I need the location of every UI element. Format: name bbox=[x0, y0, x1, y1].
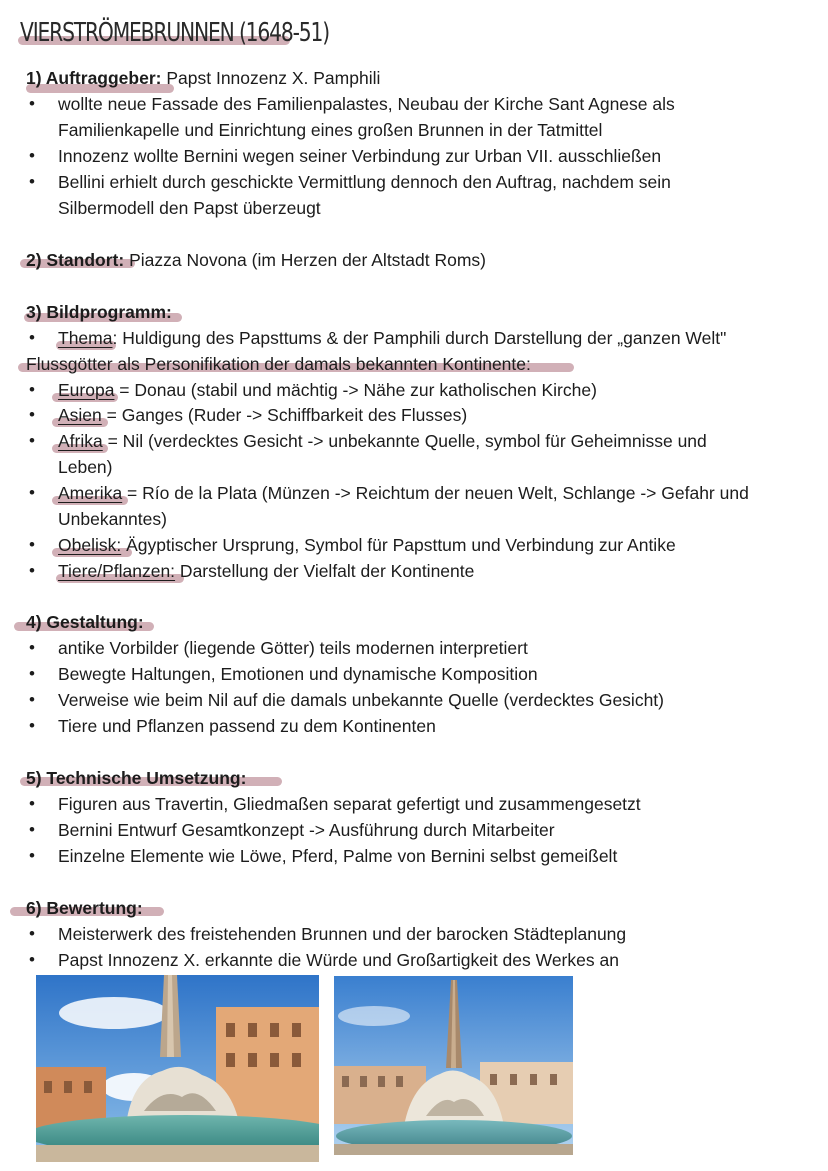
s3-fluss-line: Flussgötter als Personifikation der damals bekannten Kontinente: bbox=[26, 354, 531, 374]
europa-text: = Donau (stabil und mächtig -> Nähe zur katholischen Kirche) bbox=[114, 380, 597, 400]
s3-thema-line bbox=[58, 325, 726, 351]
s3-asien-line bbox=[58, 402, 467, 428]
s2-heading-rest: Piazza Novona (im Herzen der Altstadt Roms) bbox=[124, 250, 487, 270]
bullet-icon: • bbox=[29, 820, 35, 839]
bullet-icon: • bbox=[29, 94, 35, 113]
s1-bullet-3-line-2: Silbermodell den Papst überzeugt bbox=[58, 198, 321, 218]
afrika-term: Afrika bbox=[58, 431, 103, 451]
thema-term: Thema bbox=[58, 328, 113, 348]
bullet-icon: • bbox=[29, 950, 35, 969]
thema-text: : Huldigung des Papsttums & der Pamphili durch Darstellung der „ganzen Welt" bbox=[112, 328, 727, 348]
europa-term: Europa bbox=[58, 380, 115, 400]
amerika-term: Amerika bbox=[58, 483, 123, 503]
s4-bullet-3: Verweise wie beim Nil auf die damals unbekannte Quelle (verdecktes Gesicht) bbox=[58, 690, 664, 710]
bullet-icon: • bbox=[29, 924, 35, 943]
s4-bullet-2: Bewegte Haltungen, Emotionen und dynamische Komposition bbox=[58, 664, 538, 684]
s3-europa-line bbox=[58, 377, 597, 403]
tiere-text: Darstellung der Vielfalt der Kontinente bbox=[175, 561, 475, 581]
s1-bullet-1-line-2: Familienkapelle und Einrichtung eines großen Brunnen in der Tatmittel bbox=[58, 120, 603, 140]
tiere-term: Tiere/Pflanzen: bbox=[58, 561, 176, 581]
s1-bullet-2: Innozenz wollte Bernini wegen seiner Verbindung zur Urban VII. ausschließen bbox=[58, 146, 662, 166]
bullet-icon: • bbox=[29, 846, 35, 865]
s3-heading: 3) Bildprogramm: bbox=[26, 302, 172, 322]
s6-bullet-2: Papst Innozenz X. erkannte die Würde und Großartigkeit des Werkes an bbox=[58, 950, 619, 970]
bullet-icon: • bbox=[29, 561, 35, 580]
obelisk-term: Obelisk: bbox=[58, 535, 122, 555]
bullet-icon: • bbox=[29, 535, 35, 554]
bullet-icon: • bbox=[29, 483, 35, 502]
fountain-photo-1 bbox=[36, 975, 319, 1162]
s1-heading: 1) Auftraggeber: bbox=[26, 68, 162, 88]
s3-tiere-line bbox=[58, 558, 474, 584]
s3-amerika-line bbox=[58, 480, 749, 506]
s6-bullet-1: Meisterwerk des freistehenden Brunnen und der barocken Städteplanung bbox=[58, 924, 627, 944]
obelisk-text: Ägyptischer Ursprung, Symbol für Papsttum und Verbindung zur Antike bbox=[121, 535, 676, 555]
page-title: VIERSTRÖMEBRUNNEN (1648-51) bbox=[20, 18, 329, 48]
afrika-text: = Nil (verdecktes Gesicht -> unbekannte Quelle, symbol für Geheimnisse und bbox=[102, 431, 707, 451]
bullet-icon: • bbox=[29, 431, 35, 450]
bullet-icon: • bbox=[29, 664, 35, 683]
s1-heading-rest: Papst Innozenz X. Pamphili bbox=[161, 68, 381, 88]
s1-heading-line bbox=[26, 65, 380, 91]
s6-heading: 6) Bewertung: bbox=[26, 898, 143, 918]
s3-obelisk-line bbox=[58, 532, 676, 558]
bullet-icon: • bbox=[29, 380, 35, 399]
amerika-text: = Río de la Plata (Münzen -> Reichtum der neuen Welt, Schlange -> Gefahr und bbox=[122, 483, 749, 503]
bullet-icon: • bbox=[29, 405, 35, 424]
s5-heading: 5) Technische Umsetzung: bbox=[26, 768, 247, 788]
bullet-icon: • bbox=[29, 328, 35, 347]
s1-bullet-3-line-1: Bellini erhielt durch geschickte Vermittlung dennoch den Auftrag, nachdem sein bbox=[58, 172, 671, 192]
bullet-icon: • bbox=[29, 638, 35, 657]
bullet-icon: • bbox=[29, 146, 35, 165]
s3-afrika-line-2: Leben) bbox=[58, 457, 113, 477]
s5-bullet-2: Bernini Entwurf Gesamtkonzept -> Ausführung durch Mitarbeiter bbox=[58, 820, 555, 840]
s3-amerika-line-2: Unbekanntes) bbox=[58, 509, 167, 529]
s1-bullet-1-line-1: wollte neue Fassade des Familienpalastes, Neubau der Kirche Sant Agnese als bbox=[58, 94, 675, 114]
s4-bullet-4: Tiere und Pflanzen passend zu dem Kontinenten bbox=[58, 716, 436, 736]
s4-bullet-1: antike Vorbilder (liegende Götter) teils modernen interpretiert bbox=[58, 638, 528, 658]
s5-bullet-1: Figuren aus Travertin, Gliedmaßen separat gefertigt und zusammengesetzt bbox=[58, 794, 641, 814]
bullet-icon: • bbox=[29, 794, 35, 813]
fountain-photo-2 bbox=[334, 976, 573, 1155]
s3-afrika-line bbox=[58, 428, 707, 454]
bullet-icon: • bbox=[29, 172, 35, 191]
s4-heading: 4) Gestaltung: bbox=[26, 612, 144, 632]
s5-bullet-3: Einzelne Elemente wie Löwe, Pferd, Palme von Bernini selbst gemeißelt bbox=[58, 846, 618, 866]
bullet-icon: • bbox=[29, 690, 35, 709]
s2-heading-line bbox=[26, 247, 486, 273]
asien-term: Asien bbox=[58, 405, 102, 425]
bullet-icon: • bbox=[29, 716, 35, 735]
asien-text: = Ganges (Ruder -> Schiffbarkeit des Flusses) bbox=[101, 405, 468, 425]
s2-heading: 2) Standort: bbox=[26, 250, 125, 270]
